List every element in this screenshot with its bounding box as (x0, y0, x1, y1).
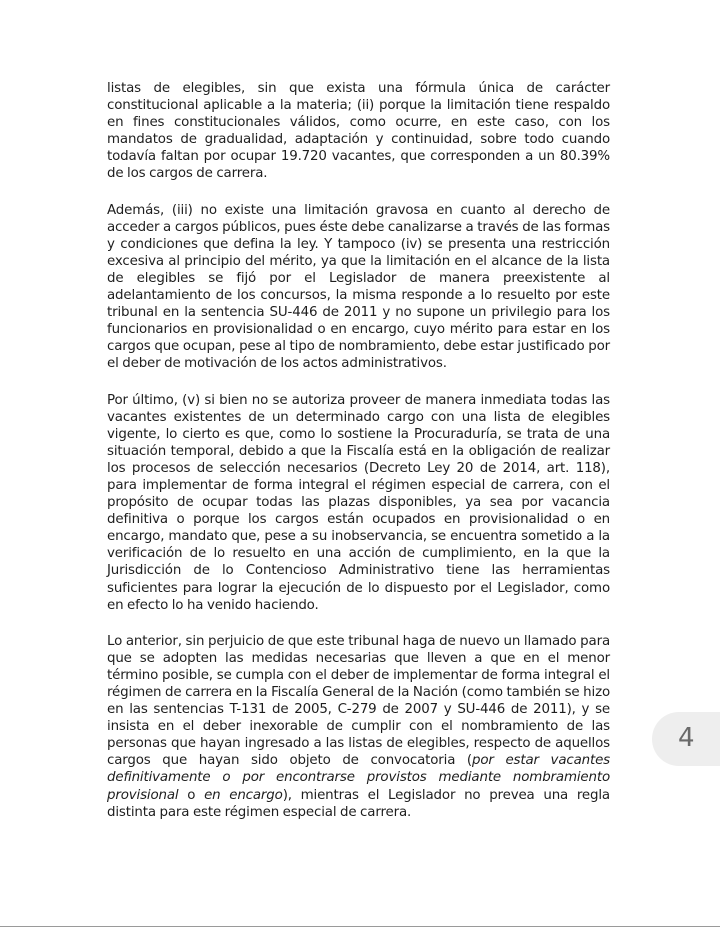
paragraph-4-text-middle: o (178, 787, 205, 803)
paragraph-2: Además, (iii) no existe una limitación gravosa en cuanto al derecho de acceder a cargos públicos, pues éste debe canalizarse a través de las formas y condiciones que defina la ley. Y tampoco (iv) se presenta una restricción excesiva al principio del mérito, ya que la limitación en el alcance de la lista de elegibles se fijó por el Legislador de manera preexistente al adelantamiento de los concursos, la misma responde a lo resuelto por este tribunal en la sentencia SU-446 de 2011 y no supone un privilegio para los funcionarios en provisionalidad o en encargo, cuyo mérito para estar en los cargos que ocupan, pese al tipo de nombramiento, debe estar justificado por el deber de motivación de los actos administrativos. (107, 202, 610, 372)
page-bottom-divider (0, 926, 720, 927)
paragraph-4-italic-2: en encargo (204, 787, 283, 803)
body-text (107, 80, 610, 840)
paragraph-4-text-before: Lo anterior, sin perjuicio de que este tribunal haga de nuevo un llamado para que se adopten las medidas necesarias que lleven a que en el menor término posible, se cumpla con el deber de implementar de forma integral el régimen de carrera en la Fiscalía General de la Nación (como también se hizo en las sentencias T-131 de 2005, C-279 de 2007 y SU-446 de 2011), y se insista en el deber inexorable de cumplir con el nombramiento de las personas que hayan ingresado a las listas de elegibles, respecto de aquellos cargos que hayan sido objeto de convocatoria ( (107, 633, 610, 769)
page-number: 4 (678, 723, 695, 753)
paragraph-1: listas de elegibles, sin que exista una fórmula única de carácter constitucional aplicable a la materia; (ii) porque la limitación tiene respaldo en fines constitucionales válidos, como ocurre, en este caso, con los mandatos de gradualidad, adaptación y continuidad, sobre todo cuando todavía faltan por ocupar 19.720 vacantes, que corresponden a un 80.39% de los cargos de carrera. (107, 81, 610, 182)
paragraph-4-text-after: ), mientras el Legislador no prevea una regla distinta para este régimen especial de carrera. (107, 787, 610, 820)
paragraph-4 (107, 633, 610, 821)
paragraph-4-italic-1: por estar vacantes definitivamente o por encontrarse provistos mediante nombramiento provisional (107, 753, 611, 803)
paragraph-3: Por último, (v) si bien no se autoriza proveer de manera inmediata todas las vacantes existentes de un determinado cargo con una lista de elegibles vigente, lo cierto es que, como lo sostiene la Procuraduría, se trata de una situación temporal, debido a que la Fiscalía está en la obligación de realizar los procesos de selección necesarios (Decreto Ley 20 de 2014, art. 118), para implementar de forma integral el régimen especial de carrera, con el propósito de ocupar todas las plazas disponibles, ya sea por vacancia definitiva o porque los cargos están ocupados en provisionalidad o en encargo, mandato que, pese a su inobservancia, se encuentra sometido a la verificación de lo resuelto en una acción de cumplimiento, en la que la Jurisdicción de lo Contencioso Administrativo tiene las herramientas suficientes para lograr la ejecución de lo dispuesto por el Legislador, como en efecto lo ha venido haciendo. (107, 392, 610, 613)
